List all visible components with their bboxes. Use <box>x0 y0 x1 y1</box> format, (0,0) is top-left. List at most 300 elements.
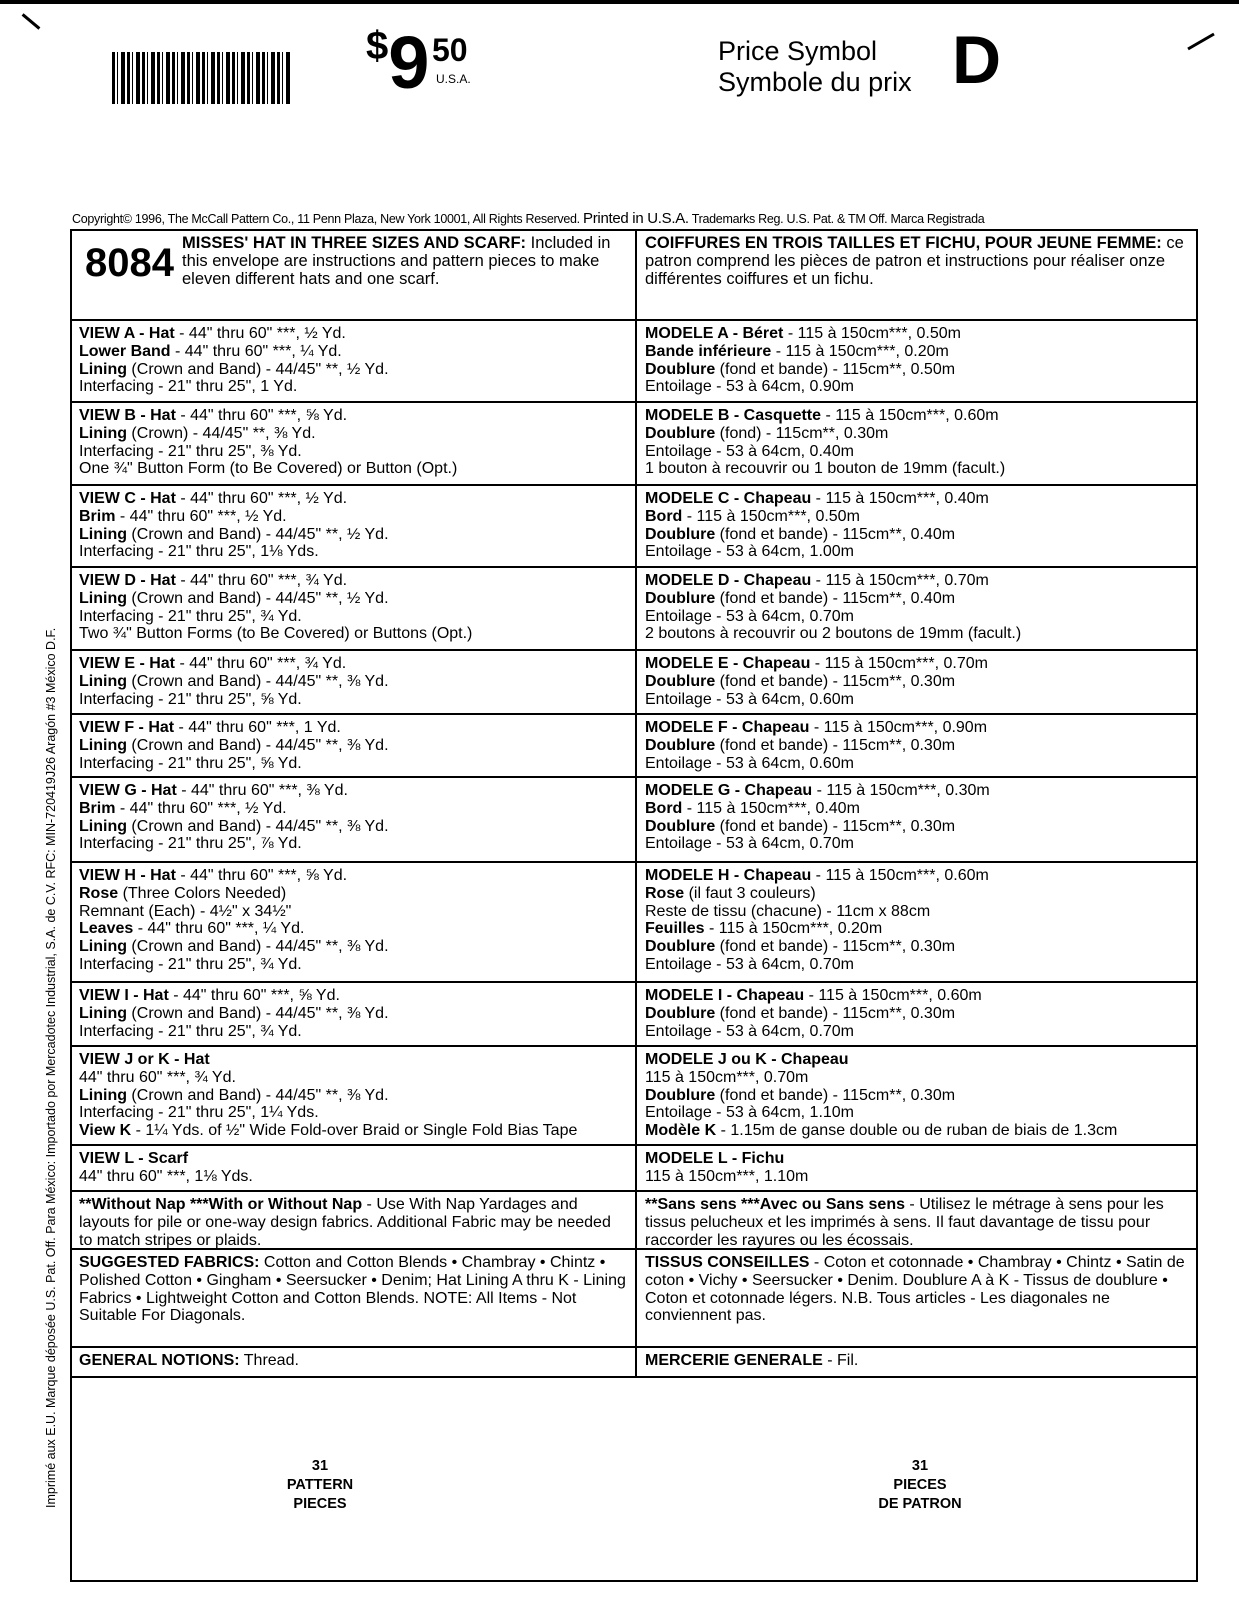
view-line <box>645 1087 1191 1105</box>
view-line <box>79 920 627 938</box>
view-line <box>645 460 1191 478</box>
view-line-text: Interfacing - 21" thru 25", ⅜ Yd. <box>79 442 302 460</box>
view-line-text: (Crown and Band) - 44/45" **, ⅜ Yd. <box>126 1004 389 1022</box>
view-line <box>645 590 1191 608</box>
view-line-text: Interfacing - 21" thru 25", 1⅛ Yds. <box>79 543 319 561</box>
view-line <box>645 835 1191 853</box>
title-fr-rest: ce patron comprend les pièces de patron et instructions pour réaliser onze différentes coiffures et un fichu. <box>645 234 1184 288</box>
title-row <box>72 231 1196 321</box>
view-line-label: Lining <box>79 672 127 690</box>
view-line-text: - 44" thru 60" ***, ⅝ Yd. <box>168 987 340 1004</box>
view-line-label: MODELE I - Chapeau <box>645 987 805 1004</box>
view-line-text: - 1¼ Yds. of ½" Wide Fold-over Braid or Single Fold Bias Tape <box>131 1122 578 1140</box>
view-line-label: VIEW A - Hat <box>79 325 175 342</box>
view-line <box>645 608 1191 626</box>
copyright-text: Copyright© 1996, The McCall Pattern Co., 11 Penn Plaza, New York 10001, All Rights Reserved. <box>72 212 580 226</box>
view-en-cell <box>79 490 627 561</box>
view-line <box>645 867 1191 885</box>
view-line-text: - 115 à 150cm***, 0.60m <box>821 407 999 424</box>
view-line-text: (Crown and Band) - 44/45" **, ⅜ Yd. <box>126 1086 389 1104</box>
view-line-text: (Crown and Band) - 44/45" **, ⅜ Yd. <box>126 672 389 690</box>
view-line-text: Interfacing - 21" thru 25", ¾ Yd. <box>79 607 302 625</box>
view-line-label: View K <box>79 1122 132 1140</box>
view-line-label: Lining <box>79 817 127 835</box>
view-line-text: (fond et bande) - 115cm**, 0.30m <box>715 817 956 835</box>
view-fr-cell <box>645 1051 1191 1140</box>
fabrics-en <box>79 1254 627 1325</box>
view-line-label: Doublure <box>645 736 716 754</box>
view-line <box>645 1122 1191 1140</box>
view-line <box>79 818 627 836</box>
view-line-text: (fond et bande) - 115cm**, 0.30m <box>715 1004 956 1022</box>
view-line-text: - 115 à 150cm***, 0.50m <box>783 325 961 342</box>
view-line-label: VIEW H - Hat <box>79 867 176 884</box>
view-line <box>645 782 1191 800</box>
notions-fr <box>645 1352 1191 1370</box>
view-line-label: Rose <box>645 884 685 902</box>
view-en-cell <box>79 1150 627 1186</box>
view-en-cell <box>79 782 627 853</box>
view-line <box>79 543 627 561</box>
view-line-label: Lining <box>79 736 127 754</box>
price-symbol-en: Price Symbol <box>718 36 878 66</box>
view-line-label: MODELE J ou K - Chapeau <box>645 1051 849 1068</box>
view-line <box>79 407 627 425</box>
view-line <box>79 1023 627 1041</box>
view-line-text: (fond et bande) - 115cm**, 0.40m <box>715 589 956 607</box>
view-line-text: Interfacing - 21" thru 25", ⅝ Yd. <box>79 690 302 708</box>
pieces-en-count: 31 <box>311 1458 329 1474</box>
view-line-text: - 44" thru 60" ***, 1 Yd. <box>174 719 341 736</box>
price-dollar: $ <box>366 24 389 68</box>
view-line <box>645 1069 1191 1087</box>
view-fr-cell <box>645 325 1191 396</box>
fabrics-en-rest: Cotton and Cotton Blends • Chambray • Chintz • Polished Cotton • Gingham • Seersucker • Denim; Hat Lining A thru K - Lining Fabrics • Lightweight Cotton and Cotton Blends. NOTE: All Items - Not Suitable For Diagonals. <box>79 1254 626 1325</box>
view-line-label: MODELE L - Fichu <box>645 1150 785 1167</box>
view-line-text: (Crown and Band) - 44/45" **, ½ Yd. <box>126 589 389 607</box>
view-line <box>645 673 1191 691</box>
view-line-label: Doublure <box>645 672 716 690</box>
view-line <box>645 625 1191 643</box>
view-line <box>645 407 1191 425</box>
view-line-text: 115 à 150cm***, 0.70m <box>645 1068 809 1086</box>
view-line <box>645 361 1191 379</box>
view-line <box>645 490 1191 508</box>
barcode <box>112 52 292 104</box>
view-line <box>79 673 627 691</box>
nap-row <box>72 1192 1196 1250</box>
pieces-fr-label2: DE PATRON <box>878 1496 962 1512</box>
pieces-en-label1: PATTERN <box>286 1477 354 1493</box>
view-line <box>79 655 627 673</box>
pieces-fr-label1: PIECES <box>893 1477 947 1493</box>
view-line <box>79 343 627 361</box>
view-row <box>72 1146 1196 1192</box>
view-line-label: MODELE A - Béret <box>645 325 784 342</box>
view-line-text: Interfacing - 21" thru 25", ¾ Yd. <box>79 955 302 973</box>
view-line-label: VIEW D - Hat <box>79 572 176 589</box>
view-line <box>79 1087 627 1105</box>
view-line-text: - 115 à 150cm***, 0.40m <box>811 490 989 507</box>
view-line <box>79 1005 627 1023</box>
view-row <box>72 1047 1196 1146</box>
title-fr-bold: COIFFURES EN TROIS TAILLES ET FICHU, POUR JEUNE FEMME: <box>645 234 1162 252</box>
view-line-label: Brim <box>79 507 116 525</box>
view-line-text: Entoilage - 53 à 64cm, 0.70m <box>645 1022 855 1040</box>
view-fr-cell <box>645 867 1191 974</box>
nap-en-rest: - Use With Nap Yardages and layouts for pile or one-way design fabrics. Additional Fabric may be needed to match stripes or plaids. <box>79 1196 611 1249</box>
view-line <box>79 1168 627 1186</box>
view-line-label: MODELE D - Chapeau <box>645 572 812 589</box>
view-line-text: Entoilage - 53 à 64cm, 0.70m <box>645 607 855 625</box>
view-line <box>79 625 627 643</box>
price-symbol-letter: D <box>952 22 1002 98</box>
fabrics-fr <box>645 1254 1191 1325</box>
view-line-label: Lining <box>79 1004 127 1022</box>
view-line <box>79 691 627 709</box>
price-cents: 50 <box>432 32 468 68</box>
view-line <box>645 719 1191 737</box>
view-line <box>79 719 627 737</box>
view-en-cell <box>79 867 627 974</box>
title-en <box>79 235 627 288</box>
view-line-text: (fond) - 115cm**, 0.30m <box>715 424 889 442</box>
view-line-label: MODELE E - Chapeau <box>645 655 811 672</box>
view-line-text: Interfacing - 21" thru 25", ⅞ Yd. <box>79 835 302 853</box>
view-line <box>79 835 627 853</box>
view-line-label: Rose <box>79 884 119 902</box>
view-line <box>79 1104 627 1122</box>
view-line-text: - 115 à 150cm***, 0.40m <box>682 799 860 817</box>
notions-fr-bold: MERCERIE GENERALE <box>645 1352 823 1369</box>
view-line-text: (Crown and Band) - 44/45" **, ⅜ Yd. <box>126 938 389 956</box>
view-line <box>79 490 627 508</box>
view-line-label: Doublure <box>645 589 716 607</box>
view-row <box>72 778 1196 863</box>
view-fr-cell <box>645 782 1191 853</box>
view-line-text: - 115 à 150cm***, 0.60m <box>811 867 989 884</box>
view-en-cell <box>79 325 627 396</box>
view-line <box>645 1005 1191 1023</box>
view-fr-cell <box>645 407 1191 478</box>
view-row <box>72 568 1196 651</box>
view-line <box>79 425 627 443</box>
view-line-label: VIEW L - Scarf <box>79 1150 189 1167</box>
view-en-cell <box>79 407 627 478</box>
view-line-text: - 44" thru 60" ***, ⅝ Yd. <box>175 407 348 424</box>
view-line-label: VIEW F - Hat <box>79 719 175 736</box>
view-line <box>645 885 1191 903</box>
view-line-label: MODELE C - Chapeau <box>645 490 812 507</box>
scan-edge-top <box>0 0 1239 4</box>
view-row <box>72 715 1196 778</box>
view-line-text: - 115 à 150cm***, 0.70m <box>811 572 989 589</box>
view-line <box>645 903 1191 921</box>
view-line <box>79 938 627 956</box>
view-line-text: - 44" thru 60" ***, ½ Yd. <box>115 507 287 525</box>
view-fr-cell <box>645 987 1191 1040</box>
view-line <box>79 755 627 773</box>
price-tag <box>366 21 471 104</box>
view-line-label: Bord <box>645 507 683 525</box>
view-line-label: MODELE H - Chapeau <box>645 867 812 884</box>
view-line-text: Interfacing - 21" thru 25", ¾ Yd. <box>79 1022 302 1040</box>
view-line-text: Entoilage - 53 à 64cm, 1.10m <box>645 1104 855 1122</box>
view-line-text: (fond et bande) - 115cm**, 0.30m <box>715 938 956 956</box>
view-line-text: - 44" thru 60" ***, ⅜ Yd. <box>176 782 348 799</box>
view-line-text: (Crown and Band) - 44/45" **, ⅜ Yd. <box>126 736 389 754</box>
view-line <box>79 737 627 755</box>
view-line-text: (il faut 3 couleurs) <box>684 884 816 902</box>
view-line-text: Reste de tissu (chacune) - 11cm x 88cm <box>645 902 931 920</box>
view-en-cell <box>79 1051 627 1140</box>
view-line-label: MODELE F - Chapeau <box>645 719 810 736</box>
view-line <box>645 343 1191 361</box>
view-en-cell <box>79 572 627 643</box>
view-line <box>645 1023 1191 1041</box>
view-line <box>645 378 1191 396</box>
view-line <box>645 655 1191 673</box>
view-line-label: Feuilles <box>645 920 705 938</box>
view-line-text: Entoilage - 53 à 64cm, 0.60m <box>645 690 855 708</box>
pattern-info-table <box>70 229 1198 1582</box>
view-line-text: 44" thru 60" ***, ¾ Yd. <box>79 1068 236 1086</box>
view-line <box>645 938 1191 956</box>
view-line-label: Lower Band <box>79 342 171 360</box>
view-line <box>79 1069 627 1087</box>
fabrics-fr-bold: TISSUS CONSEILLES <box>645 1254 810 1271</box>
view-line <box>645 956 1191 974</box>
view-line <box>79 1051 627 1069</box>
view-line <box>79 361 627 379</box>
view-fr-cell <box>645 572 1191 643</box>
view-line <box>645 920 1191 938</box>
view-line-label: MODELE B - Casquette <box>645 407 822 424</box>
view-fr-cell <box>645 490 1191 561</box>
view-line <box>645 755 1191 773</box>
title-en-bold: MISSES' HAT IN THREE SIZES AND SCARF: <box>181 234 527 252</box>
view-line <box>645 543 1191 561</box>
view-line-label: Lining <box>79 589 127 607</box>
printed-in: Printed in U.S.A. <box>583 210 689 227</box>
view-line-label: VIEW B - Hat <box>79 407 176 424</box>
view-line-text: - 115 à 150cm***, 0.90m <box>809 719 988 736</box>
fabrics-row <box>72 1250 1196 1348</box>
view-row <box>72 983 1196 1047</box>
pieces-en-label2: PIECES <box>293 1496 347 1512</box>
nap-en-bold: **Without Nap ***With or Without Nap <box>79 1196 363 1213</box>
view-line-text: Entoilage - 53 à 64cm, 0.40m <box>645 442 855 460</box>
view-row <box>72 321 1196 403</box>
notions-en <box>79 1352 627 1370</box>
price-symbol-fr: Symbole du prix <box>718 67 912 97</box>
view-line-label: Doublure <box>645 424 716 442</box>
view-row <box>72 403 1196 486</box>
pattern-number: 8084 <box>85 241 174 285</box>
view-line-text: 2 boutons à recouvrir ou 2 boutons de 19mm (facult.) <box>645 625 1022 643</box>
nap-en <box>79 1196 627 1249</box>
view-line-text: 44" thru 60" ***, 1⅛ Yds. <box>79 1167 253 1185</box>
view-line-text: 1 bouton à recouvrir ou 1 bouton de 19mm (facult.) <box>645 460 1006 478</box>
notions-en-rest: Thread. <box>239 1352 299 1369</box>
view-line <box>645 508 1191 526</box>
view-line <box>645 818 1191 836</box>
view-line-text: Entoilage - 53 à 64cm, 0.70m <box>645 955 855 973</box>
view-line-label: Modèle K <box>645 1122 717 1140</box>
view-line <box>79 526 627 544</box>
view-line <box>79 508 627 526</box>
view-en-cell <box>79 655 627 708</box>
view-fr-cell <box>645 719 1191 772</box>
view-line <box>645 1168 1191 1186</box>
vertical-import-notice: Imprimé aux E.U. Marque déposée U.S. Pat. Off. Para México: Importado por Mercadotec Industrial, S.A. de C.V. RFC: MIN-720419J26 Aragón #3 México D.F. <box>44 627 58 1508</box>
view-row <box>72 486 1196 568</box>
notions-fr-rest: - Fil. <box>822 1352 859 1369</box>
view-line-text: One ¾" Button Form (to Be Covered) or Button (Opt.) <box>79 460 458 478</box>
view-line-text: - 44" thru 60" ***, ½ Yd. <box>115 799 287 817</box>
view-line-label: Doublure <box>645 1004 716 1022</box>
view-line-text: Remnant (Each) - 4½" x 34½" <box>79 902 292 920</box>
view-line-label: VIEW G - Hat <box>79 782 177 799</box>
price-symbol-label <box>718 36 912 98</box>
view-line-text: Entoilage - 53 à 64cm, 0.70m <box>645 835 855 853</box>
notions-en-bold: GENERAL NOTIONS: <box>79 1352 240 1369</box>
view-line-label: Brim <box>79 799 116 817</box>
view-row <box>72 651 1196 715</box>
view-line-label: VIEW E - Hat <box>79 655 176 672</box>
view-line-label: VIEW I - Hat <box>79 987 169 1004</box>
view-line <box>645 800 1191 818</box>
view-line-text: (Crown and Band) - 44/45" **, ½ Yd. <box>126 525 389 543</box>
view-line-text: (fond et bande) - 115cm**, 0.30m <box>715 672 956 690</box>
view-line-text: - 115 à 150cm***, 0.60m <box>804 987 982 1004</box>
view-line <box>79 1150 627 1168</box>
view-line-text: (fond et bande) - 115cm**, 0.30m <box>715 736 956 754</box>
view-line-label: Doublure <box>645 360 716 378</box>
nap-fr <box>645 1196 1191 1249</box>
view-line <box>79 608 627 626</box>
view-line-text: - 44" thru 60" ***, ¼ Yd. <box>133 920 305 938</box>
view-line-label: VIEW J or K - Hat <box>79 1051 210 1068</box>
view-line-text: (Crown and Band) - 44/45" **, ½ Yd. <box>126 360 389 378</box>
view-line-text: - 1.15m de ganse double ou de ruban de biais de 1.3cm <box>716 1122 1118 1140</box>
view-line-text: (fond et bande) - 115cm**, 0.40m <box>715 525 956 543</box>
view-line-label: Bord <box>645 799 683 817</box>
price-region: U.S.A. <box>436 72 471 86</box>
view-line <box>645 691 1191 709</box>
view-line <box>79 956 627 974</box>
view-row <box>72 863 1196 983</box>
view-line <box>645 443 1191 461</box>
title-en-rest: Included in this envelope are instructions and pattern pieces to make eleven different hats and one scarf. <box>181 234 611 288</box>
view-line <box>79 460 627 478</box>
view-line-label: Doublure <box>645 1086 716 1104</box>
pattern-pieces-count-fr <box>840 1457 1000 1514</box>
view-line-text: Entoilage - 53 à 64cm, 1.00m <box>645 543 855 561</box>
view-line-text: - 115 à 150cm***, 0.70m <box>810 655 988 672</box>
view-line <box>645 1104 1191 1122</box>
view-line-text: - 44" thru 60" ***, ½ Yd. <box>174 325 346 342</box>
pieces-fr-count: 31 <box>911 1458 929 1474</box>
view-line-label: Lining <box>79 938 127 956</box>
view-line <box>79 1122 627 1140</box>
view-line-text: (fond et bande) - 115cm**, 0.50m <box>715 360 956 378</box>
view-line-label: Doublure <box>645 525 716 543</box>
view-line-text: 115 à 150cm***, 1.10m <box>645 1167 809 1185</box>
notions-row <box>72 1348 1196 1378</box>
view-line <box>645 737 1191 755</box>
view-line-label: Lining <box>79 424 127 442</box>
view-line-text: Interfacing - 21" thru 25", 1 Yd. <box>79 378 298 396</box>
trademark-text: Trademarks Reg. U.S. Pat. & TM Off. Marca Registrada <box>691 212 985 226</box>
view-line-text: - 44" thru 60" ***, ½ Yd. <box>175 490 348 507</box>
view-line-text: (Three Colors Needed) <box>118 884 287 902</box>
view-line <box>79 782 627 800</box>
view-en-cell <box>79 719 627 772</box>
view-fr-cell <box>645 655 1191 708</box>
view-line-text: Interfacing - 21" thru 25", ⅝ Yd. <box>79 754 302 772</box>
view-line-text: Two ¾" Button Forms (to Be Covered) or Buttons (Opt.) <box>79 625 473 643</box>
view-line-label: Bande inférieure <box>645 342 772 360</box>
view-line-label: VIEW C - Hat <box>79 490 176 507</box>
view-line-label: Lining <box>79 360 127 378</box>
view-line <box>79 325 627 343</box>
view-line-text: - 115 à 150cm***, 0.50m <box>682 507 860 525</box>
scan-speck <box>1187 33 1214 51</box>
view-line <box>645 526 1191 544</box>
nap-fr-bold: **Sans sens ***Avec ou Sans sens <box>645 1196 905 1213</box>
view-line <box>79 800 627 818</box>
view-line <box>79 987 627 1005</box>
view-en-cell <box>79 987 627 1040</box>
view-line <box>79 867 627 885</box>
view-line <box>645 572 1191 590</box>
view-line-label: Lining <box>79 525 127 543</box>
view-line-label: MODELE G - Chapeau <box>645 782 813 799</box>
view-line-text: - 115 à 150cm***, 0.30m <box>812 782 990 799</box>
view-line-text: - 44" thru 60" ***, ¾ Yd. <box>175 655 347 672</box>
view-line <box>79 572 627 590</box>
view-line <box>645 1150 1191 1168</box>
view-line-text: Interfacing - 21" thru 25", 1¼ Yds. <box>79 1104 319 1122</box>
view-line-text: (Crown) - 44/45" **, ⅜ Yd. <box>126 424 316 442</box>
view-line-text: - 44" thru 60" ***, ⅝ Yd. <box>175 867 348 884</box>
view-line-label: Doublure <box>645 938 716 956</box>
view-line-text: - 115 à 150cm***, 0.20m <box>704 920 883 938</box>
view-line <box>79 885 627 903</box>
pattern-pieces-count-en <box>240 1457 400 1514</box>
view-line <box>79 590 627 608</box>
view-line <box>645 325 1191 343</box>
copyright-line <box>72 210 984 227</box>
view-line <box>79 903 627 921</box>
view-line <box>79 443 627 461</box>
view-line <box>645 425 1191 443</box>
view-line-text: - 115 à 150cm***, 0.20m <box>771 342 949 360</box>
view-line <box>79 378 627 396</box>
nap-fr-rest: - Utilisez le métrage à sens pour les tissus pelucheux et les imprimés à sens. Il faut davantage de tissu pour raccorder les rayures ou les écossais. <box>645 1196 1164 1249</box>
view-fr-cell <box>645 1150 1191 1186</box>
view-line <box>645 987 1191 1005</box>
fabrics-en-bold: SUGGESTED FABRICS: <box>79 1254 260 1271</box>
view-line-text: Entoilage - 53 à 64cm, 0.60m <box>645 754 855 772</box>
fabrics-fr-rest: - Coton et cotonnade • Chambray • Chintz • Satin de coton • Vichy • Seersucker • Denim. Doublure A à K - Tissus de doublure • Coton et cotonnade légers. N.B. Tous articles - Les diagonales ne conviennent pas. <box>645 1254 1185 1325</box>
title-fr <box>645 235 1191 288</box>
view-line <box>645 1051 1191 1069</box>
price-main: 9 <box>388 21 427 104</box>
view-line-label: Leaves <box>79 920 134 938</box>
view-line-text: - 44" thru 60" ***, ¾ Yd. <box>175 572 348 589</box>
